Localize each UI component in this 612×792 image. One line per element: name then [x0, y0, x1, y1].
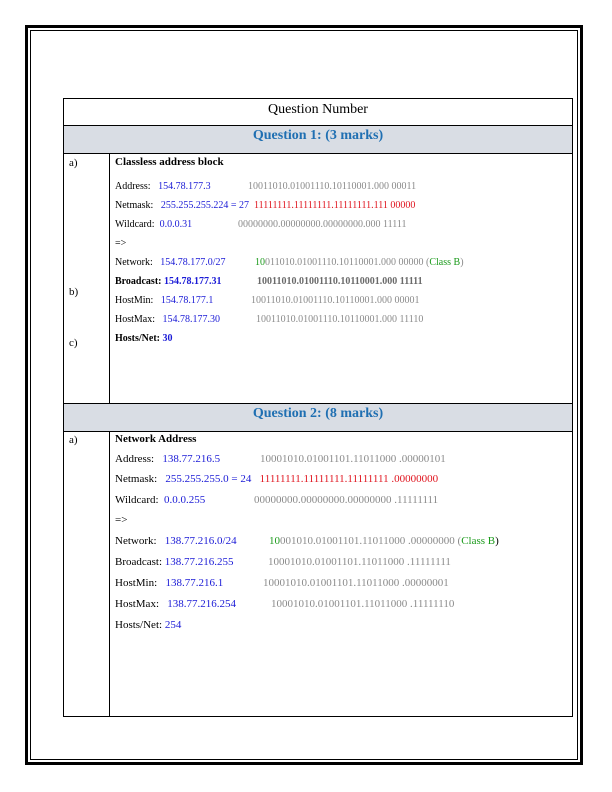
arrow: =>	[115, 514, 128, 526]
netmask-binary: 11111111.11111111.11111111 .00000000	[259, 473, 439, 485]
netmask-label: Netmask:	[115, 200, 154, 211]
network-binary-prefix: 10	[269, 535, 280, 547]
hostmin-binary: 10001010.01001101.11011000 .00000001	[263, 577, 449, 589]
hosts-label: Hosts/Net:	[115, 333, 160, 344]
netmask-line	[115, 473, 438, 485]
broadcast-label: Broadcast:	[115, 276, 162, 287]
broadcast-binary: 10001010.01001101.11011000 .11111111	[268, 556, 451, 568]
part-a-label: a)	[69, 157, 78, 169]
hosts-line	[115, 619, 181, 631]
part-b-label: b)	[69, 286, 79, 298]
network-line	[115, 257, 464, 268]
hosts-line	[115, 333, 173, 344]
broadcast-line	[115, 556, 451, 568]
section-title: Network Address	[115, 433, 197, 445]
section-title: Classless address block	[115, 156, 224, 168]
question-1-content	[110, 154, 572, 403]
hostmax-label: HostMax:	[115, 598, 159, 610]
network-binary-rest: 001010.01001101.11011000 .00000000 (	[280, 535, 462, 547]
netmask-value: 255.255.255.0 = 24	[165, 473, 252, 485]
network-label: Network:	[115, 535, 157, 547]
broadcast-value: 138.77.216.255	[164, 556, 234, 568]
wildcard-binary: 00000000.00000000.00000000 .11111111	[254, 494, 439, 506]
wildcard-value: 0.0.0.255	[164, 494, 206, 506]
hostmin-value: 138.77.216.1	[165, 577, 224, 589]
question-number-header	[63, 98, 573, 125]
address-line	[115, 453, 446, 465]
hostmax-binary: 10001010.01001101.11011000 .11111110	[271, 598, 455, 610]
question-2-labels	[64, 432, 110, 716]
hostmin-binary: 10011010.01001110.10110001.000 00001	[251, 295, 420, 306]
address-value: 154.78.177.3	[158, 181, 211, 192]
address-label: Address:	[115, 181, 151, 192]
broadcast-label: Broadcast:	[115, 556, 163, 568]
hosts-value: 254	[164, 619, 182, 631]
question-1-labels	[64, 154, 110, 403]
wildcard-value: 0.0.0.31	[159, 219, 193, 230]
broadcast-binary: 10011010.01001110.10110001.000 11111	[257, 276, 423, 287]
network-close: )	[495, 535, 499, 547]
broadcast-value: 154.78.177.31	[163, 276, 222, 287]
arrow: =>	[115, 238, 127, 249]
netmask-line	[115, 200, 415, 211]
netmask-value: 255.255.255.224 = 27	[160, 200, 249, 211]
wildcard-line	[115, 219, 407, 230]
network-value: 138.77.216.0/24	[164, 535, 237, 547]
network-binary	[255, 257, 464, 268]
question-2-content	[110, 432, 572, 716]
netmask-label: Netmask:	[115, 473, 158, 485]
address-binary: 10011010.01001110.10110001.000 00011	[248, 181, 417, 192]
part-c-label: c)	[69, 337, 78, 349]
hostmax-line	[115, 314, 424, 325]
network-label: Network:	[115, 257, 153, 268]
network-binary-prefix: 10	[255, 257, 265, 268]
wildcard-binary: 00000000.00000000.00000000.000 11111	[238, 219, 407, 230]
question-number-label: Question Number	[268, 102, 368, 117]
network-binary	[269, 535, 499, 547]
question-1-heading	[63, 125, 573, 153]
hostmax-binary: 10011010.01001110.10110001.000 11110	[256, 314, 424, 325]
hostmin-line	[115, 295, 420, 306]
question-1-body	[63, 153, 573, 403]
hostmin-line	[115, 577, 449, 589]
broadcast-line	[115, 276, 423, 287]
network-close: )	[460, 257, 464, 268]
address-value: 138.77.216.5	[162, 453, 221, 465]
network-class: Class B	[429, 257, 461, 268]
question-2-body	[63, 431, 573, 717]
question-1-title: Question 1: (3 marks)	[252, 128, 384, 143]
hosts-value: 30	[162, 333, 173, 344]
address-binary: 10001010.01001101.11011000 .00000101	[260, 453, 446, 465]
wildcard-label: Wildcard:	[115, 494, 159, 506]
hostmin-label: HostMin:	[115, 295, 154, 306]
hostmin-label: HostMin:	[115, 577, 158, 589]
answer-table	[63, 98, 573, 717]
hostmax-label: HostMax:	[115, 314, 155, 325]
network-binary-rest: 011010.01001110.10110001.000 00000 (	[265, 257, 430, 268]
hostmin-value: 154.78.177.1	[160, 295, 214, 306]
question-2-heading	[63, 403, 573, 431]
hosts-label: Hosts/Net:	[115, 619, 163, 631]
question-2-title: Question 2: (8 marks)	[252, 406, 384, 421]
hostmax-value: 154.78.177.30	[162, 314, 220, 325]
network-line	[115, 535, 499, 547]
address-line	[115, 181, 417, 192]
address-label: Address:	[115, 453, 155, 465]
hostmax-line	[115, 598, 455, 610]
network-class: Class B	[461, 535, 496, 547]
wildcard-line	[115, 494, 439, 506]
netmask-binary: 11111111.11111111.11111111.111 00000	[253, 200, 416, 211]
network-value: 154.78.177.0/27	[160, 257, 226, 268]
part-a-label: a)	[69, 434, 78, 446]
hostmax-value: 138.77.216.254	[167, 598, 236, 610]
wildcard-label: Wildcard:	[115, 219, 155, 230]
